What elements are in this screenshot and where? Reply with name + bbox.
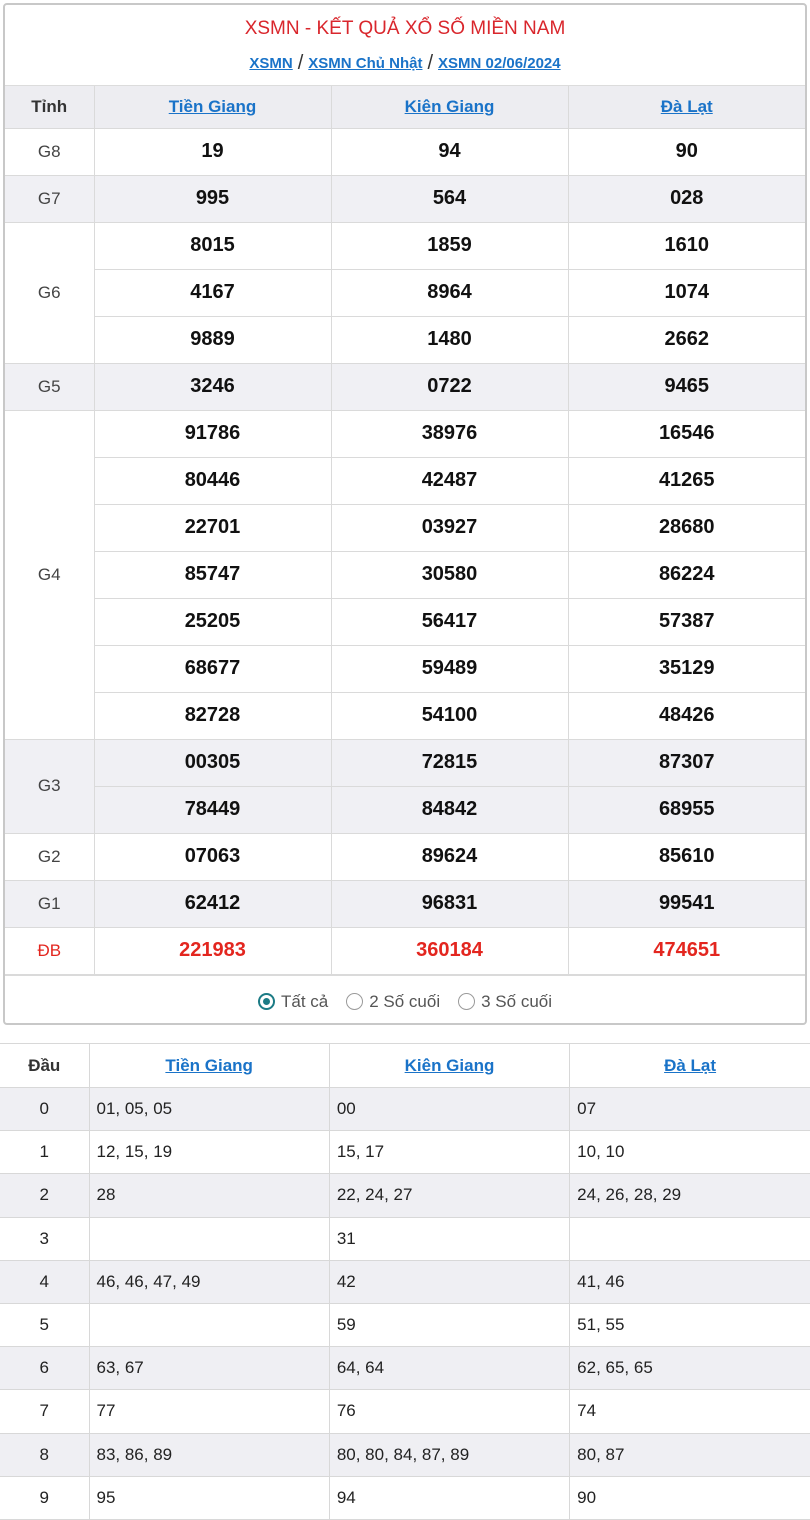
prize-row [5,504,805,551]
results-table [5,86,805,975]
prize-number: 82728 [94,692,331,739]
prize-number: 90 [568,128,805,175]
prize-row [5,457,805,504]
province-header [568,86,805,128]
filter-option-all[interactable] [258,992,328,1012]
prize-number: 94 [331,128,568,175]
prize-number: 19 [94,128,331,175]
prize-number: 16546 [568,410,805,457]
dau-digit: 9 [0,1476,89,1519]
prize-number: 00305 [94,739,331,786]
prize-number: 4167 [94,269,331,316]
prize-number: 028 [568,175,805,222]
prize-number: 62412 [94,880,331,927]
dau-digit: 4 [0,1260,89,1303]
card-header [5,5,805,86]
dau-values: 28 [89,1174,329,1217]
results-card [3,3,807,1025]
province-column-header: Tỉnh [5,86,94,128]
dau-values: 24, 26, 28, 29 [570,1174,810,1217]
dau-values [570,1217,810,1260]
prize-number: 78449 [94,786,331,833]
dau-values: 31 [329,1217,569,1260]
special-prize-number: 474651 [568,927,805,974]
province-header [331,86,568,128]
prize-number: 96831 [331,880,568,927]
filter-option-3-digits[interactable] [458,992,552,1012]
breadcrumb [5,53,805,74]
dau-row [0,1174,810,1217]
prize-row [5,316,805,363]
dau-values: 00 [329,1088,569,1131]
digit-filter [5,975,805,1026]
prize-row [5,363,805,410]
breadcrumb-xsmn-date[interactable]: XSMN 02/06/2024 [438,55,561,72]
prize-row [5,880,805,927]
prize-row [5,551,805,598]
prize-number: 35129 [568,645,805,692]
dau-row [0,1217,810,1260]
prize-number: 86224 [568,551,805,598]
province-header [94,86,331,128]
dau-digit: 7 [0,1390,89,1433]
prize-number: 2662 [568,316,805,363]
dau-link-kien-giang[interactable]: Kiên Giang [404,1055,495,1075]
dau-values: 12, 15, 19 [89,1131,329,1174]
prize-row [5,786,805,833]
dau-values [89,1217,329,1260]
prize-number: 89624 [331,833,568,880]
dau-values [89,1303,329,1346]
dau-values: 15, 17 [329,1131,569,1174]
prize-label: G7 [5,175,94,222]
prize-number: 84842 [331,786,568,833]
prize-number: 56417 [331,598,568,645]
dau-values: 46, 46, 47, 49 [89,1260,329,1303]
prize-row [5,645,805,692]
prize-number: 54100 [331,692,568,739]
filter-option-label: 3 Số cuối [481,991,553,1011]
prize-number: 87307 [568,739,805,786]
prize-label: G6 [5,222,94,363]
dau-table [0,1043,810,1520]
prize-number: 30580 [331,551,568,598]
prize-number: 0722 [331,363,568,410]
prize-number: 1074 [568,269,805,316]
filter-option-2-digits[interactable] [346,992,440,1012]
dau-values: 95 [89,1476,329,1519]
prize-number: 8964 [331,269,568,316]
province-header [329,1044,569,1088]
dau-row [0,1433,810,1476]
prize-number: 22701 [94,504,331,551]
dau-column-header: Đầu [0,1044,89,1088]
dau-digit: 5 [0,1303,89,1346]
dau-digit: 8 [0,1433,89,1476]
dau-values: 22, 24, 27 [329,1174,569,1217]
prize-number: 25205 [94,598,331,645]
dau-digit: 1 [0,1131,89,1174]
radio-icon[interactable] [346,993,363,1010]
prize-number: 59489 [331,645,568,692]
prize-label: G1 [5,880,94,927]
dau-row [0,1303,810,1346]
prize-number: 1610 [568,222,805,269]
prize-row [5,692,805,739]
dau-values: 59 [329,1303,569,1346]
breadcrumb-xsmn[interactable]: XSMN [249,55,293,72]
dau-values: 51, 55 [570,1303,810,1346]
prize-number: 99541 [568,880,805,927]
prize-number: 72815 [331,739,568,786]
province-link-tien-giang[interactable]: Tiền Giang [168,96,257,116]
radio-icon[interactable] [258,993,275,1010]
dau-digit: 6 [0,1347,89,1390]
prize-label: G2 [5,833,94,880]
dau-values: 41, 46 [570,1260,810,1303]
prize-label: G8 [5,128,94,175]
dau-values: 64, 64 [329,1347,569,1390]
prize-number: 8015 [94,222,331,269]
dau-digit: 2 [0,1174,89,1217]
prize-number: 41265 [568,457,805,504]
dau-values: 74 [570,1390,810,1433]
province-link-kien-giang[interactable]: Kiên Giang [404,96,495,116]
prize-number: 3246 [94,363,331,410]
prize-number: 48426 [568,692,805,739]
dau-values: 42 [329,1260,569,1303]
province-header [570,1044,810,1088]
dau-row [0,1390,810,1433]
dau-values: 10, 10 [570,1131,810,1174]
prize-number: 68955 [568,786,805,833]
prize-row [5,222,805,269]
prize-number: 85747 [94,551,331,598]
special-prize-number: 221983 [94,927,331,974]
prize-row [5,927,805,974]
radio-icon[interactable] [458,993,475,1010]
prize-number: 1480 [331,316,568,363]
prize-row [5,128,805,175]
dau-values: 62, 65, 65 [570,1347,810,1390]
dau-values: 80, 87 [570,1433,810,1476]
breadcrumb-separator: / [427,52,434,74]
dau-row [0,1260,810,1303]
dau-row [0,1131,810,1174]
prize-number: 85610 [568,833,805,880]
prize-number: 80446 [94,457,331,504]
dau-link-tien-giang[interactable]: Tiền Giang [165,1055,253,1075]
prize-row [5,739,805,786]
dau-values: 01, 05, 05 [89,1088,329,1131]
prize-number: 91786 [94,410,331,457]
prize-row [5,269,805,316]
dau-values: 77 [89,1390,329,1433]
dau-values: 83, 86, 89 [89,1433,329,1476]
prize-number: 68677 [94,645,331,692]
dau-values: 76 [329,1390,569,1433]
prize-number: 564 [331,175,568,222]
prize-row [5,833,805,880]
prize-row [5,175,805,222]
dau-values: 90 [570,1476,810,1519]
prize-label: G4 [5,410,94,739]
dau-link-da-lat[interactable]: Đà Lạt [664,1055,717,1075]
prize-number: 07063 [94,833,331,880]
prize-label: G3 [5,739,94,833]
prize-number: 42487 [331,457,568,504]
prize-number: 1859 [331,222,568,269]
prize-number: 28680 [568,504,805,551]
breadcrumb-separator: / [297,52,304,74]
prize-row [5,410,805,457]
filter-option-label: 2 Số cuối [369,991,441,1011]
dau-values: 07 [570,1088,810,1131]
dau-digit: 0 [0,1088,89,1131]
prize-number: 57387 [568,598,805,645]
special-prize-number: 360184 [331,927,568,974]
breadcrumb-xsmn-chu-nhat[interactable]: XSMN Chủ Nhật [308,55,423,72]
dau-digit: 3 [0,1217,89,1260]
province-header [89,1044,329,1088]
dau-values: 63, 67 [89,1347,329,1390]
dau-values: 94 [329,1476,569,1519]
filter-option-label: Tất cả [280,991,329,1011]
prize-number: 03927 [331,504,568,551]
dau-row [0,1347,810,1390]
dau-values: 80, 80, 84, 87, 89 [329,1433,569,1476]
province-link-da-lat[interactable]: Đà Lạt [660,96,713,116]
prize-number: 38976 [331,410,568,457]
dau-row [0,1476,810,1519]
prize-label: ĐB [5,927,94,974]
prize-row [5,598,805,645]
dau-row [0,1088,810,1131]
prize-number: 9889 [94,316,331,363]
prize-label: G5 [5,363,94,410]
prize-number: 9465 [568,363,805,410]
prize-number: 995 [94,175,331,222]
page-title: XSMN - KẾT QUẢ XỔ SỐ MIỀN NAM [244,18,566,39]
